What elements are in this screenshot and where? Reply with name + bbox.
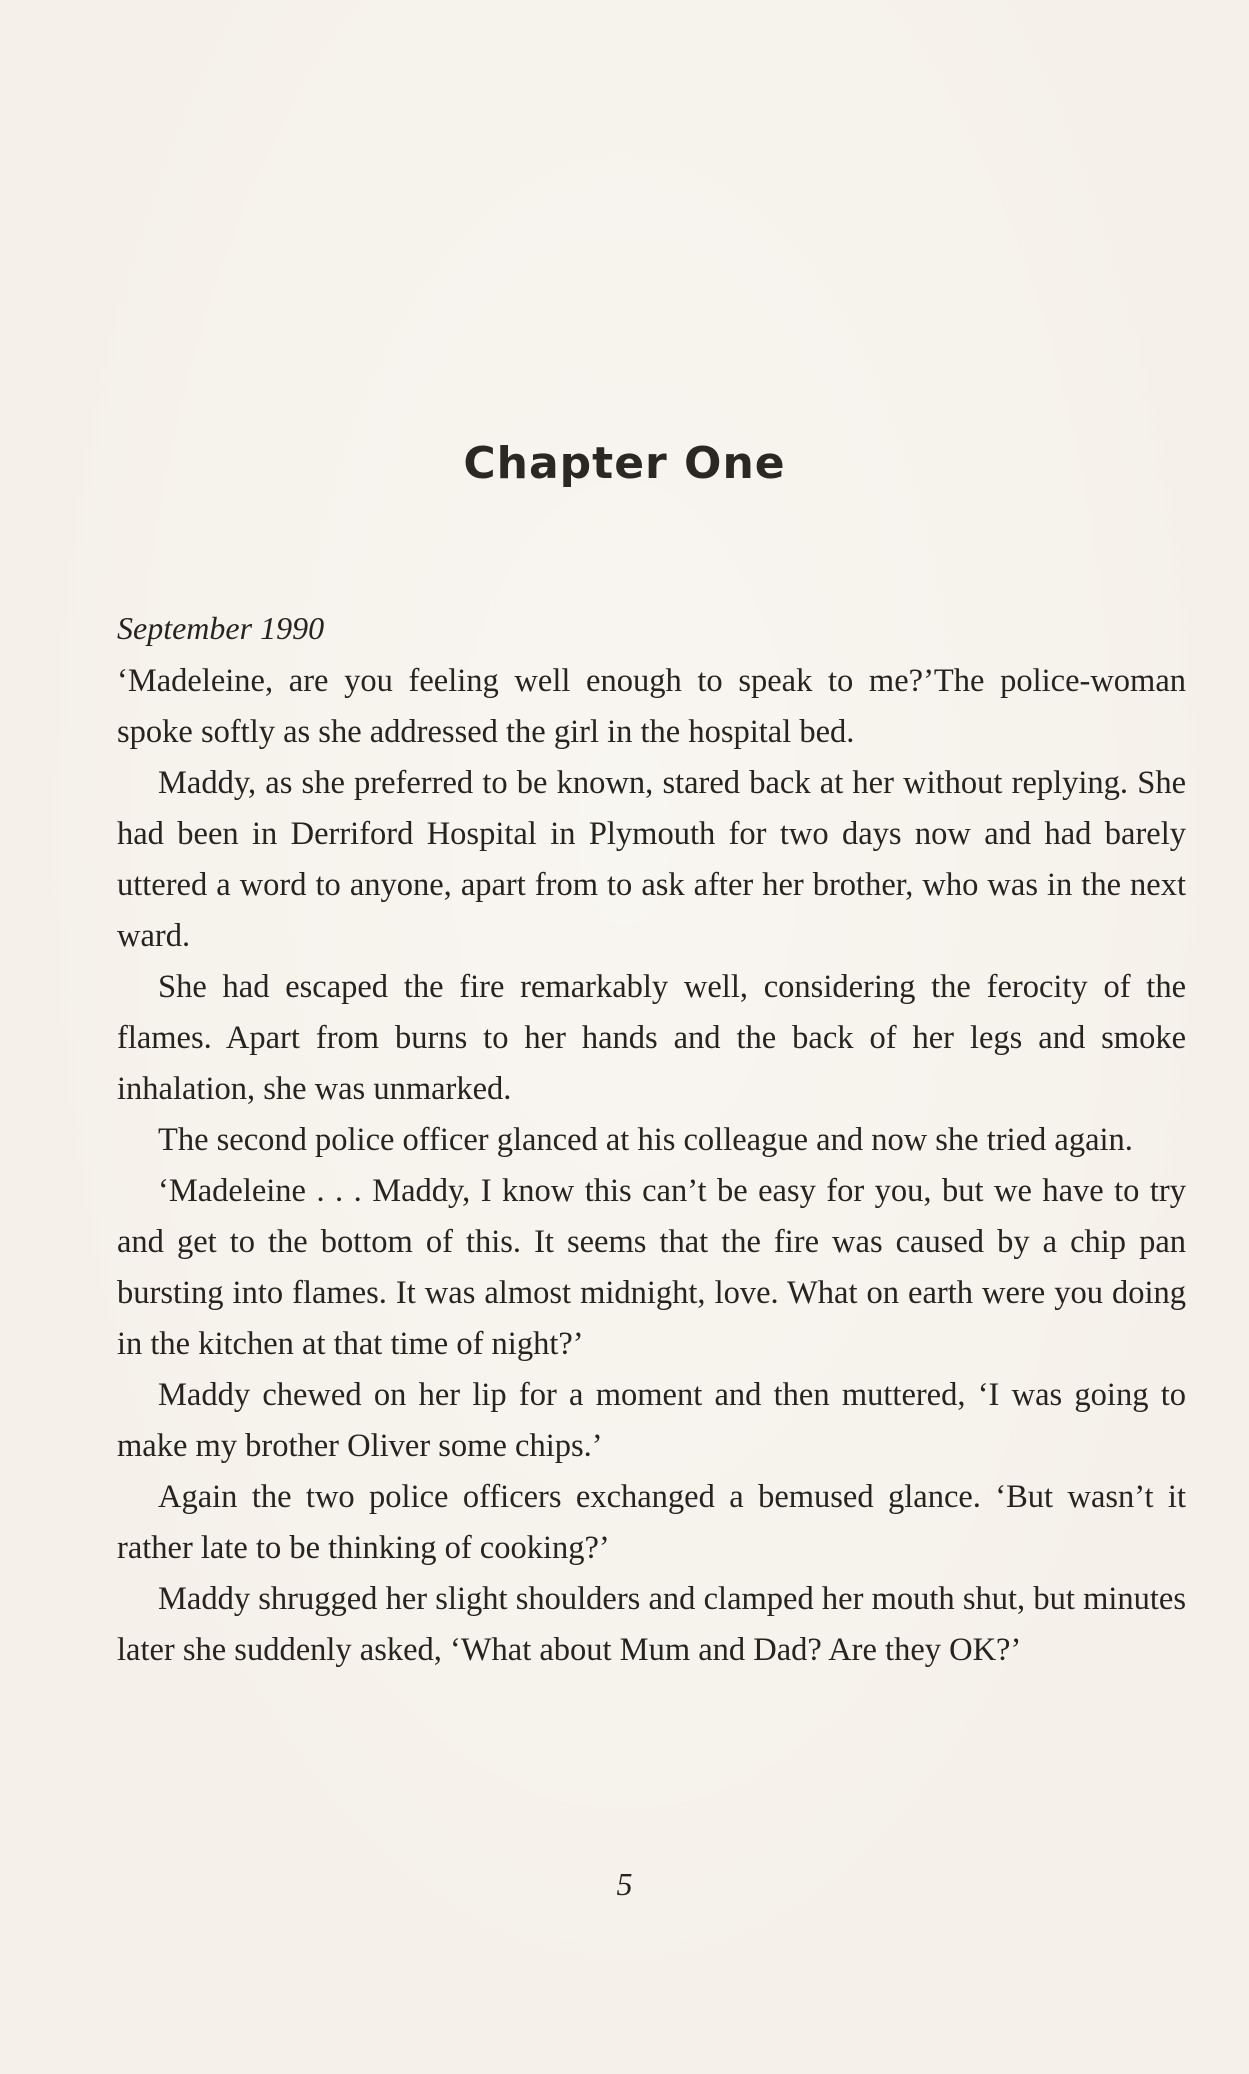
paragraph: Maddy, as she preferred to be known, stared back at her without replying. She had been in Derriford Hospital in Plymouth for two days now and had barely uttered a word to anyone, apart from to ask after her brother, who was in the next ward. (117, 765, 1186, 954)
paragraph: ‘Madeleine, are you feeling well enough to speak to me?’The police-woman spoke softly as she addressed the girl in the hospital bed. (117, 663, 1186, 750)
paragraph: Again the two police officers exchanged a bemused glance. ‘But wasn’t it rather late to be thinking of cooking?’ (117, 1479, 1186, 1566)
chapter-title: Chapter One (463, 438, 786, 489)
paragraph: Maddy shrugged her slight shoulders and clamped her mouth shut, but minutes later she suddenly asked, ‘What about Mum and Dad? Are they OK?’ (117, 1581, 1186, 1668)
paragraph: She had escaped the fire remarkably well, considering the ferocity of the flames. Apart from burns to her hands and the back of her legs and smoke inhalation, she was unmarked. (117, 969, 1186, 1107)
paragraph: Maddy chewed on her lip for a moment and then muttered, ‘I was going to make my brother Oliver some chips.’ (117, 1377, 1186, 1464)
date-line: September 1990 (117, 610, 325, 646)
page-number: 5 (616, 1866, 633, 1902)
paragraph: The second police officer glanced at his colleague and now she tried again. (158, 1122, 1133, 1158)
chapter-body (117, 606, 1186, 1676)
paragraph: ‘Madeleine . . . Maddy, I know this can’t be easy for you, but we have to try and get to the bottom of this. It seems that the fire was caused by a chip pan bursting into flames. It was almost midnight, love. What on earth were you doing in the kitchen at that time of night?’ (117, 1173, 1186, 1362)
